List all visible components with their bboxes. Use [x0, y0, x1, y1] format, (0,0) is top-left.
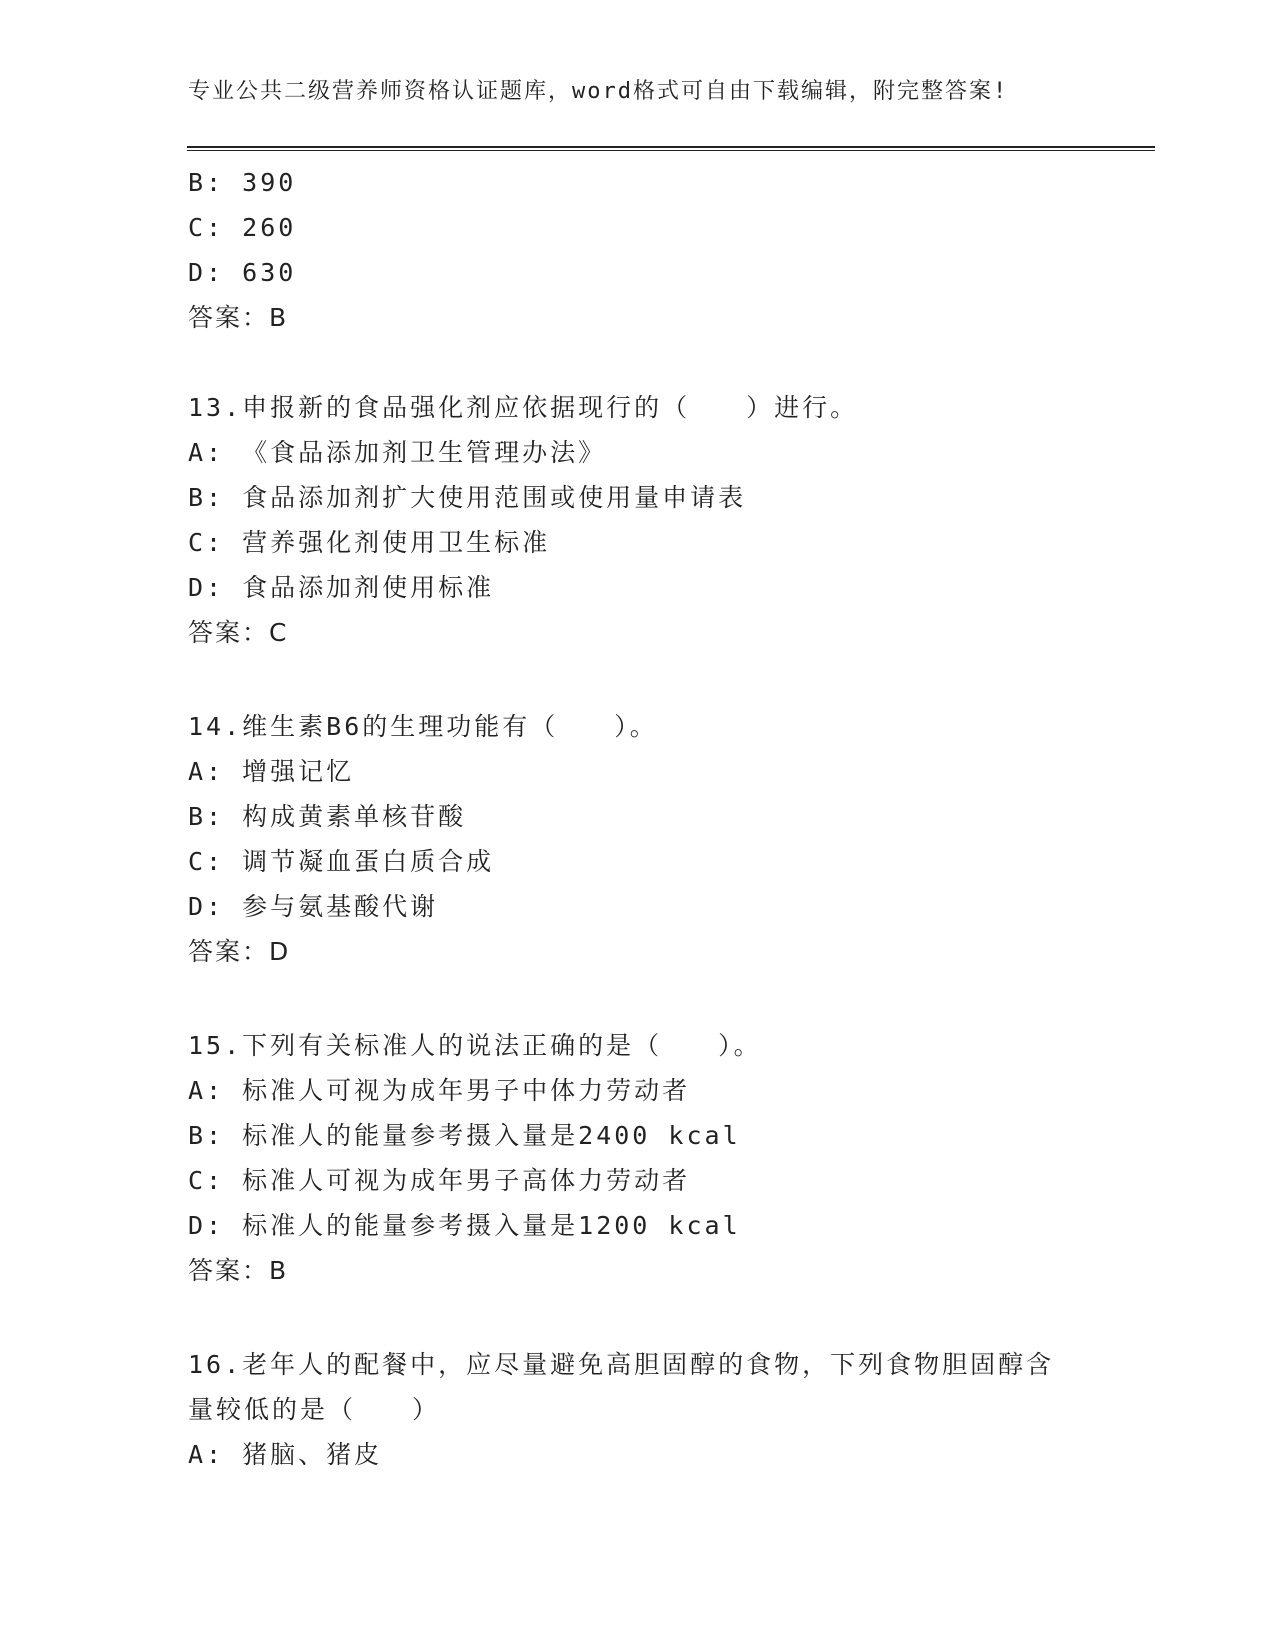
option-d: D: 参与氨基酸代谢 [188, 892, 439, 921]
option-c: C: 标准人可视为成年男子高体力劳动者 [188, 1166, 691, 1195]
answer-line: 答案：B [188, 303, 289, 332]
option-d: D: 食品添加剂使用标准 [188, 573, 495, 602]
option-c: C: 调节凝血蛋白质合成 [188, 847, 495, 876]
question-14 [188, 704, 658, 974]
question-stem: 16.老年人的配餐中，应尽量避免高胆固醇的食物，下列食物胆固醇含 [188, 1350, 1055, 1379]
answer-line: 答案：D [188, 937, 291, 966]
option-b: B: 标准人的能量参考摄入量是2400 kcal [188, 1121, 741, 1150]
option-a: A: 猪脑、猪皮 [188, 1440, 383, 1469]
question-13 [188, 385, 858, 655]
question-stem-continued: 量较低的是（ ） [188, 1395, 441, 1424]
option-d: D: 630 [188, 258, 297, 287]
question-15 [188, 1023, 762, 1293]
option-a: A: 《食品添加剂卫生管理办法》 [188, 438, 607, 467]
previous-question-tail [188, 160, 296, 340]
question-16 [188, 1342, 1054, 1477]
option-b: B: 构成黄素单核苷酸 [188, 802, 467, 831]
option-c: C: 260 [188, 213, 297, 242]
question-stem: 13.申报新的食品强化剂应依据现行的（ ）进行。 [188, 393, 859, 422]
question-stem: 14.维生素B6的生理功能有（ ）。 [188, 712, 658, 741]
option-a: A: 标准人可视为成年男子中体力劳动者 [188, 1076, 691, 1105]
answer-line: 答案：C [188, 618, 289, 647]
option-d: D: 标准人的能量参考摄入量是1200 kcal [188, 1211, 741, 1240]
answer-line: 答案：B [188, 1256, 289, 1285]
option-a: A: 增强记忆 [188, 757, 355, 786]
header-rule-thick [187, 146, 1155, 148]
page-header: 专业公共二级营养师资格认证题库，word格式可自由下载编辑，附完整答案! [188, 79, 1009, 104]
header-rule-thin [187, 150, 1155, 151]
option-b: B: 食品添加剂扩大使用范围或使用量申请表 [188, 483, 747, 512]
question-stem: 15.下列有关标准人的说法正确的是（ ）。 [188, 1031, 762, 1060]
option-b: B: 390 [188, 168, 297, 197]
option-c: C: 营养强化剂使用卫生标准 [188, 528, 551, 557]
